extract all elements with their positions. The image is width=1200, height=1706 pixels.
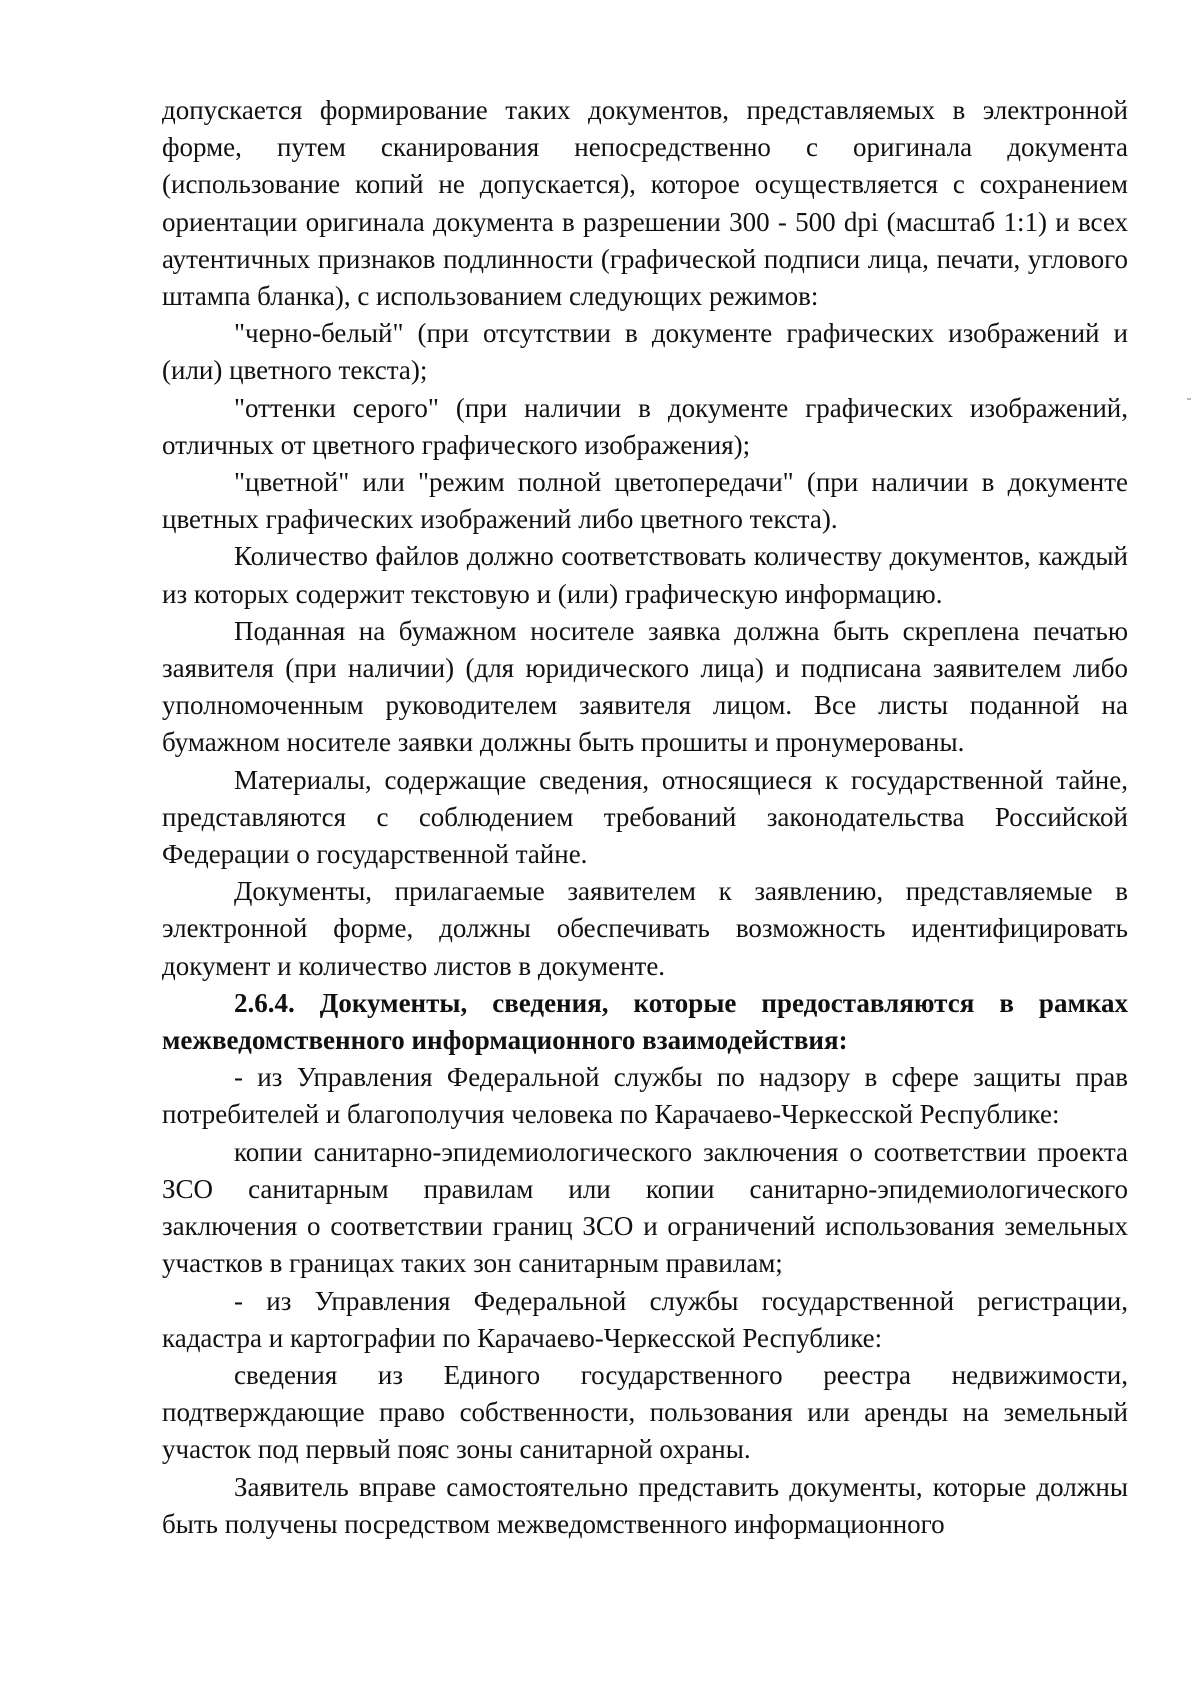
scan-artifact-mark: [1187, 398, 1191, 400]
paragraph-mode-black-white: "черно-белый" (при отсутствии в документе графических изображений и (или) цветного текста);: [162, 318, 1128, 386]
paragraph-file-count: Количество файлов должно соответствовать количеству документов, каждый из которых содержит текстовую и (или) графическую информацию.: [162, 541, 1128, 609]
paragraph-rospotrebnadzor: - из Управления Федеральной службы по надзору в сфере защиты прав потребителей и благополучия человека по Карачаево-Черкесской Республике:: [162, 1062, 1128, 1130]
paragraph-applicant-right: Заявитель вправе самостоятельно представить документы, которые должны быть получены посредством межведомственного информационного: [162, 1471, 1128, 1539]
section-heading-2-6-4: 2.6.4. Документы, сведения, которые предоставляются в рамках межведомственного информационного взаимодействия:: [162, 987, 1128, 1056]
paragraph-scan-requirements: допускается формирование таких документов, представляемых в электронной форме, путем сканирования непосредственно с оригинала документа (использование копий не допускается), которое осуществляется с сохранением ориентации оригинала документа в разрешении 300 - 500 dpi (масштаб 1:1) и всех аутентичных признаков подлинности (графической подписи лица, печати, углового штампа бланка), с использованием следующих режимов:: [162, 95, 1128, 312]
paragraph-mode-color: "цветной" или "режим полной цветопередачи" (при наличии в документе цветных графических изображений либо цветного текста).: [162, 467, 1128, 535]
paragraph-mode-grayscale: "оттенки серого" (при наличии в документе графических изображений, отличных от цветного графического изображения);: [162, 392, 1128, 460]
paragraph-paper-application: Поданная на бумажном носителе заявка должна быть скреплена печатью заявителя (при наличии) (для юридического лица) и подписана заявителем либо уполномоченным руководителем заявителя лицом. Все листы поданной на бумажном носителе заявки должны быть прошиты и пронумерованы.: [162, 615, 1128, 758]
paragraph-electronic-documents: Документы, прилагаемые заявителем к заявлению, представляемые в электронной форме, должны обеспечивать возможность идентифицировать документ и количество листов в документе.: [162, 876, 1128, 981]
paragraph-state-secret: Материалы, содержащие сведения, относящиеся к государственной тайне, представляются с соблюдением требований законодательства Российской Федерации о государственной тайне.: [162, 764, 1128, 870]
paragraph-sanitary-conclusion: копии санитарно-эпидемиологического заключения о соответствии проекта ЗСО санитарным правилам или копии санитарно-эпидемиологического заключения о соответствии границ ЗСО и ограничений использования земельных участков в границах таких зон санитарным правилам;: [162, 1136, 1128, 1279]
paragraph-egrn-info: сведения из Единого государственного реестра недвижимости, подтверждающие право собственности, пользования или аренды на земельный участок под первый пояс зоны санитарной охраны.: [162, 1359, 1128, 1465]
paragraph-rosreestr: - из Управления Федеральной службы государственной регистрации, кадастра и картографии по Карачаево-Черкесской Республике:: [162, 1285, 1128, 1353]
document-page: [162, 92, 1128, 1543]
